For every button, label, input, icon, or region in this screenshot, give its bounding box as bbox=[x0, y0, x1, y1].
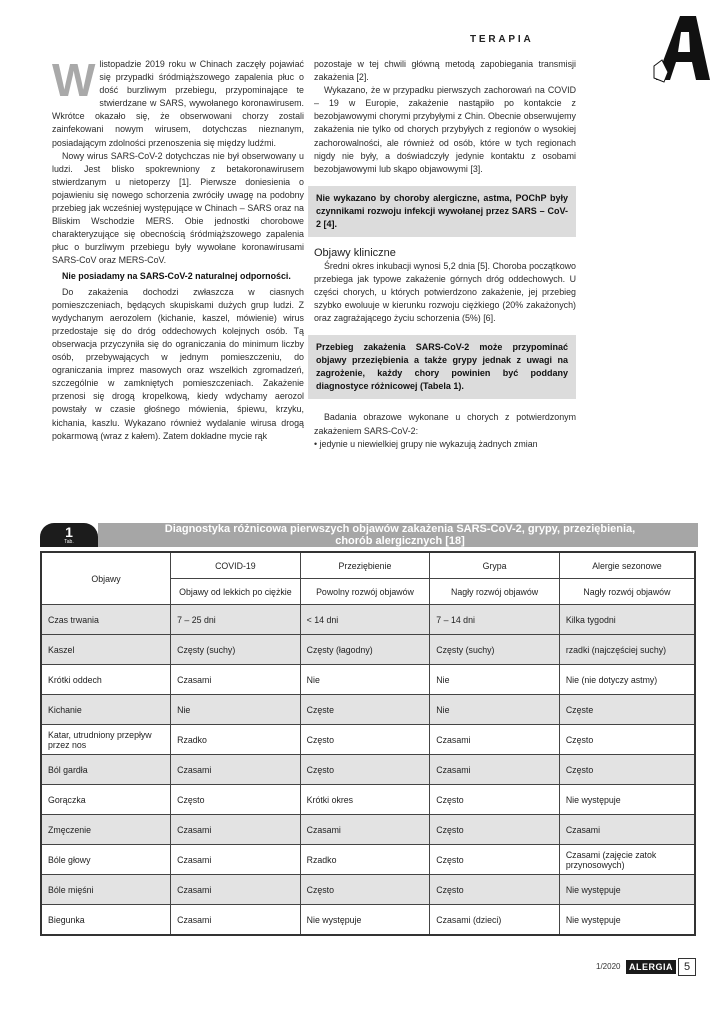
table-cell: Często bbox=[559, 725, 695, 755]
table-cell: Często bbox=[300, 725, 430, 755]
column-header: COVID-19 bbox=[171, 552, 301, 579]
table-cell: Czasami bbox=[171, 665, 301, 695]
symptom-cell: Krótki oddech bbox=[41, 665, 171, 695]
paragraph: pozostaje w tej chwili główną metodą zapobiegania transmisji zakażenia [2]. bbox=[314, 59, 576, 83]
column-header: Grypa bbox=[430, 552, 560, 579]
table-title-line: Diagnostyka różnicowa pierwszych objawów zakażenia SARS-CoV-2, grypy, przeziębienia, bbox=[164, 523, 636, 535]
column-subheader: Powolny rozwój objawów bbox=[300, 579, 430, 605]
table-cell: Nie występuje bbox=[559, 785, 695, 815]
column-header: Przeziębienie bbox=[300, 552, 430, 579]
table-cell: Często bbox=[300, 875, 430, 905]
table-cell: Często bbox=[430, 785, 560, 815]
right-column bbox=[314, 58, 576, 451]
paragraph: Do zakażenia dochodzi zwłaszcza w ciasnych pomieszczeniach, będących skupiskami dużych grup ludzi. Z wydychanym aerozolem (kichanie, kaszel, mówienie) wirus przedostaje się do dróg oddechowych kolejnych osób. Tą obserwacja przyczyniła się do ograniczania do minimum liczby osób, przebywających w jednym pomieszczeniu, do ograniczania imprez masowych oraz wszelkich zgromadzeń, szczególnie w zamkniętych pomieszczeniach. Zakażenie przenosi się drogą kropelkową, kiedy wdychamy aerozol powstały w czasie głośnego mówienia, śpiewu, krzyku, kichania, kaszlu. Wykazano również wydalanie wirusa drogą pokarmową (wraz z kałem). Zatem dokładne mycie rąk bbox=[52, 286, 304, 441]
table-cell: Czasami bbox=[171, 845, 301, 875]
symptom-cell: Bóle mięśni bbox=[41, 875, 171, 905]
table-cell: rzadki (najczęściej suchy) bbox=[559, 635, 695, 665]
symptom-cell: Czas trwania bbox=[41, 605, 171, 635]
drop-cap: W bbox=[52, 54, 96, 106]
table-cell: Nie występuje bbox=[559, 875, 695, 905]
table-cell: 7 – 25 dni bbox=[171, 605, 301, 635]
column-header: Alergie sezonowe bbox=[559, 552, 695, 579]
table-cell: 7 – 14 dni bbox=[430, 605, 560, 635]
journal-logo bbox=[650, 14, 712, 84]
table-row bbox=[41, 695, 695, 725]
table-row bbox=[41, 845, 695, 875]
paragraph: Badania obrazowe wykonane u chorych z potwierdzonym zakażeniem SARS-CoV-2: bbox=[314, 412, 576, 436]
table-badge-label: Tab. bbox=[64, 539, 74, 545]
table-cell: Nie bbox=[430, 665, 560, 695]
table-cell: Często bbox=[430, 845, 560, 875]
table-cell: Czasami bbox=[171, 875, 301, 905]
bold-statement: Nie posiadamy na SARS-CoV-2 naturalnej odporności. bbox=[62, 270, 291, 281]
differential-diagnosis-table bbox=[40, 551, 696, 936]
paragraph: Średni okres inkubacji wynosi 5,2 dnia [5]. Choroba początkowo przebiega jak typowe zakażenie górnych dróg oddechowych. U części chorych, u których potwierdzono zakażenie, jej przebieg szybko ewoluuje w kierunku rozwoju ciężkiego (20% zakażonych) oraz zagrażającego życiu schorzenia (5%) [6]. bbox=[314, 260, 576, 324]
table-row bbox=[41, 605, 695, 635]
table-row bbox=[41, 665, 695, 695]
table-cell: Nie bbox=[171, 695, 301, 725]
table-cell: Czasami bbox=[430, 755, 560, 785]
journal-brand: ALERGIA bbox=[626, 960, 676, 974]
column-subheader: Nagły rozwój objawów bbox=[430, 579, 560, 605]
column-header-symptoms: Objawy bbox=[41, 552, 171, 605]
table-cell: Czasami bbox=[430, 725, 560, 755]
table-number: 1 bbox=[65, 524, 73, 540]
bullet-item: • jedynie u niewielkiej grupy nie wykazują żadnych zmian bbox=[314, 438, 538, 449]
table-cell: Rzadko bbox=[171, 725, 301, 755]
highlight-box: Nie wykazano by choroby alergiczne, astma, POChP były czynnikami rozwoju infekcji wywołanej przez SARS – CoV-2 [4]. bbox=[308, 186, 576, 237]
symptom-cell: Zmęczenie bbox=[41, 815, 171, 845]
table-cell: Czasami bbox=[171, 755, 301, 785]
symptom-cell: Kaszel bbox=[41, 635, 171, 665]
symptom-cell: Biegunka bbox=[41, 905, 171, 936]
table-cell: Nie występuje bbox=[559, 905, 695, 936]
table-cell: Często bbox=[559, 755, 695, 785]
symptom-cell: Bóle głowy bbox=[41, 845, 171, 875]
section-subheading: Objawy kliniczne bbox=[314, 246, 396, 259]
table-cell: Czasami bbox=[559, 815, 695, 845]
table-cell: Często bbox=[430, 875, 560, 905]
table-title-line: chorób alergicznych [18] bbox=[335, 535, 465, 547]
highlight-box: Przebieg zakażenia SARS-CoV-2 może przypominać objawy przeziębienia a także grypy jednak z uwagi na zagrożenie, każdy chory powinien być poddany diagnostyce różnicowej (Tabela 1). bbox=[308, 335, 576, 399]
issue-number: 1/2020 bbox=[596, 962, 621, 971]
symptom-cell: Ból gardła bbox=[41, 755, 171, 785]
table-cell: Czasami (zajęcie zatok przynosowych) bbox=[559, 845, 695, 875]
intro-paragraph bbox=[52, 54, 304, 150]
table-cell: Nie występuje bbox=[300, 905, 430, 936]
table-cell: Kilka tygodni bbox=[559, 605, 695, 635]
symptom-cell: Gorączka bbox=[41, 785, 171, 815]
intro-text: listopadzie 2019 roku w Chinach zaczęły pojawiać się przypadki śródmiąższowego zapalenia płuc o dość burzliwym przebiegu, przypominające te stwierdzane w SARS, wywołanego koronawirusem. Wkrótce okazało się, że obserwowani chorzy zostali zainfekowani nowym wirusem, dotychczas nieznanym, posiadającym zdolności przenoszenia się między ludźmi. bbox=[52, 59, 304, 148]
left-column bbox=[52, 54, 304, 443]
table-cell: Czasami bbox=[300, 815, 430, 845]
table-title bbox=[100, 523, 700, 547]
table-row bbox=[41, 725, 695, 755]
table-cell: Częste bbox=[300, 695, 430, 725]
table-cell: Nie (nie dotyczy astmy) bbox=[559, 665, 695, 695]
column-subheader: Nagły rozwój objawów bbox=[559, 579, 695, 605]
table-cell: Częste bbox=[559, 695, 695, 725]
table-cell: Czasami bbox=[171, 905, 301, 936]
table-row bbox=[41, 635, 695, 665]
paragraph: Nowy wirus SARS-CoV-2 dotychczas nie był obserwowany u ludzi. Jest blisko spokrewniony z betakoronawirusem stwierdzanym u nietoperzy [1]. Pierwsze doniesienia o pojawieniu się nowego schorzenia zwróciły uwagę na podobny przebieg jak wcześniej występujące w Chinach – SARS oraz na Bliskim Wschodzie MERS. Obie jednostki chorobowe charakteryzujące się obecnością śródmiąższowego zapalenia płuc o burzliwym przebiegu były wywołane koronawirusami SARS-CoV oraz MERS-CoV. bbox=[52, 150, 304, 266]
table-cell: Nie bbox=[300, 665, 430, 695]
table-cell: Krótki okres bbox=[300, 785, 430, 815]
table-row bbox=[41, 785, 695, 815]
table-cell: Czasami bbox=[171, 815, 301, 845]
page-number: 5 bbox=[678, 958, 696, 976]
table-cell: Często bbox=[430, 815, 560, 845]
paragraph: Wykazano, że w przypadku pierwszych zachorowań na COVID – 19 w Europie, zakażenie nastąpiło po kontakcie z bezobjawowymi chorymi przybyłymi z Chin. Obecnie obserwujemy zakażenia nie tylko od chorych przybyłych z regionów o wysokiej zachorowalności, ale również od osób, które w tych regionach nigdy nie były, a doświadczyły jedynie kontaktu z osobami bezobjawowymi lub skąpo objawowymi [3]. bbox=[314, 85, 576, 174]
table-cell: Rzadko bbox=[300, 845, 430, 875]
table-row bbox=[41, 755, 695, 785]
table-row bbox=[41, 905, 695, 936]
table-cell: Częsty (suchy) bbox=[171, 635, 301, 665]
table-cell: Nie bbox=[430, 695, 560, 725]
table-cell: Czasami (dzieci) bbox=[430, 905, 560, 936]
symptom-cell: Kichanie bbox=[41, 695, 171, 725]
section-label: TERAPIA bbox=[470, 34, 534, 45]
table-cell: Częsty (łagodny) bbox=[300, 635, 430, 665]
table-cell: < 14 dni bbox=[300, 605, 430, 635]
table-cell: Często bbox=[171, 785, 301, 815]
column-subheader: Objawy od lekkich po ciężkie bbox=[171, 579, 301, 605]
table-cell: Częsty (suchy) bbox=[430, 635, 560, 665]
table-row bbox=[41, 815, 695, 845]
table-cell: Często bbox=[300, 755, 430, 785]
table-row bbox=[41, 875, 695, 905]
symptom-cell: Katar, utrudniony przepływ przez nos bbox=[41, 725, 171, 755]
